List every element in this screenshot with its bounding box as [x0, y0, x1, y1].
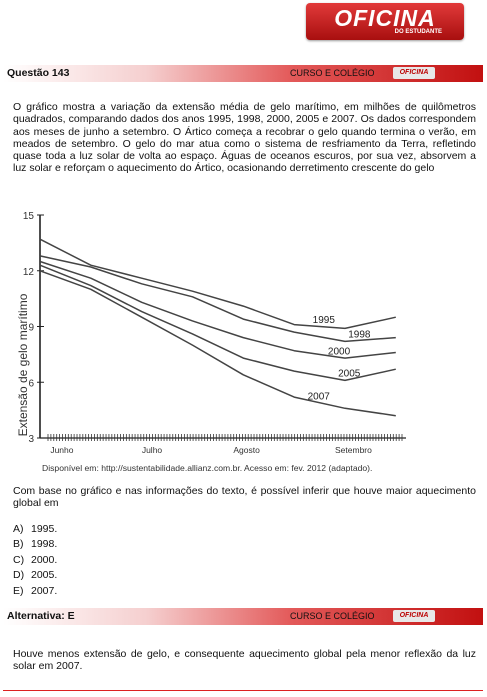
logo-text: OFICINA — [334, 5, 436, 31]
y-tick-label: 12 — [22, 266, 34, 278]
y-tick-label: 3 — [28, 434, 34, 445]
alternative-c[interactable] — [13, 553, 57, 568]
bottom-rule — [3, 690, 483, 691]
series-line-1995 — [40, 239, 396, 328]
alternative-text: 2007. — [31, 584, 58, 597]
alternatives-list — [13, 522, 57, 599]
alternative-letter: E) — [13, 584, 24, 597]
question-prompt: Com base no gráfico e nas informações do texto, é possível inferir que houve maior aquecimento global em — [13, 485, 476, 510]
alternative-text: 2005. — [31, 569, 58, 582]
series-label-1998: 1998 — [348, 329, 371, 341]
alternative-letter: D) — [13, 569, 25, 582]
question-header-bar — [3, 65, 483, 82]
x-ticks — [48, 434, 402, 455]
x-tick-label: Julho — [141, 445, 163, 455]
x-tick-label: Agosto — [233, 445, 260, 455]
chart-source: Disponível em: http://sustentabilidade.allianz.com.br. Acesso em: fev. 2012 (adaptado). — [42, 463, 373, 473]
series-line-2000 — [40, 262, 396, 359]
y-tick-label: 15 — [22, 211, 34, 222]
alternative-text: 2000. — [31, 553, 58, 566]
mini-logo: OFICINA — [393, 67, 435, 79]
answer-header-bar — [3, 608, 483, 625]
course-label: CURSO E COLÉGIO — [290, 611, 375, 621]
series-label-1995: 1995 — [312, 314, 335, 326]
series-line-2005 — [40, 265, 396, 380]
logo-subtext: DO ESTUDANTE — [394, 29, 442, 35]
alternative-letter: C) — [13, 553, 25, 566]
series-line-2007 — [40, 271, 396, 416]
y-tick-label: 9 — [28, 322, 34, 334]
course-label: CURSO E COLÉGIO — [290, 68, 375, 78]
series-lines — [40, 239, 396, 416]
y-axis-label: Extensão de gelo marítimo — [16, 293, 30, 437]
mini-logo: OFICINA — [393, 610, 435, 622]
x-tick-label: Setembro — [335, 445, 372, 455]
question-number: Questão 143 — [7, 67, 70, 79]
alternative-d[interactable] — [13, 568, 57, 583]
alternative-letter: B) — [13, 538, 24, 551]
series-label-2000: 2000 — [327, 346, 351, 358]
answer-label: Alternativa: E — [7, 610, 75, 622]
x-tick-label: Junho — [50, 445, 74, 455]
question-text: O gráfico mostra a variação da extensão média de gelo marítimo, em milhões de quilômetros quadrados, comparando dados dos anos 1995, 1998, 2000, 2005 e 2007. Os dados correspondem aos meses de junho a setembro. O Ártico começa a recobrar o gelo quando termina o verão, em meados de setembro. O gelo do mar atua como o sistema de resfriamento da Terra, refletindo quase toda a luz solar de volta ao espaço. Águas de oceanos escuros, por sua vez, absorvem a luz solar e reforçam o aquecimento do Ártico, ocasionando derretimento crescente do gelo — [13, 101, 476, 175]
alternative-a[interactable] — [13, 522, 57, 537]
alternative-b[interactable] — [13, 537, 57, 552]
oficina-logo — [306, 3, 464, 40]
alternative-letter: A) — [13, 523, 24, 535]
alternative-e[interactable] — [13, 584, 57, 599]
sea-ice-chart — [10, 205, 414, 477]
series-label-2005: 2005 — [338, 368, 361, 380]
answer-explanation: Houve menos extensão de gelo, e consequente aquecimento global pela menor reflexão da luz solar em 2007. — [13, 648, 476, 673]
y-tick-label: 6 — [28, 378, 34, 390]
alternative-text: 1995. — [31, 523, 58, 535]
series-label-2007: 2007 — [307, 391, 330, 403]
alternative-text: 1998. — [31, 538, 58, 551]
